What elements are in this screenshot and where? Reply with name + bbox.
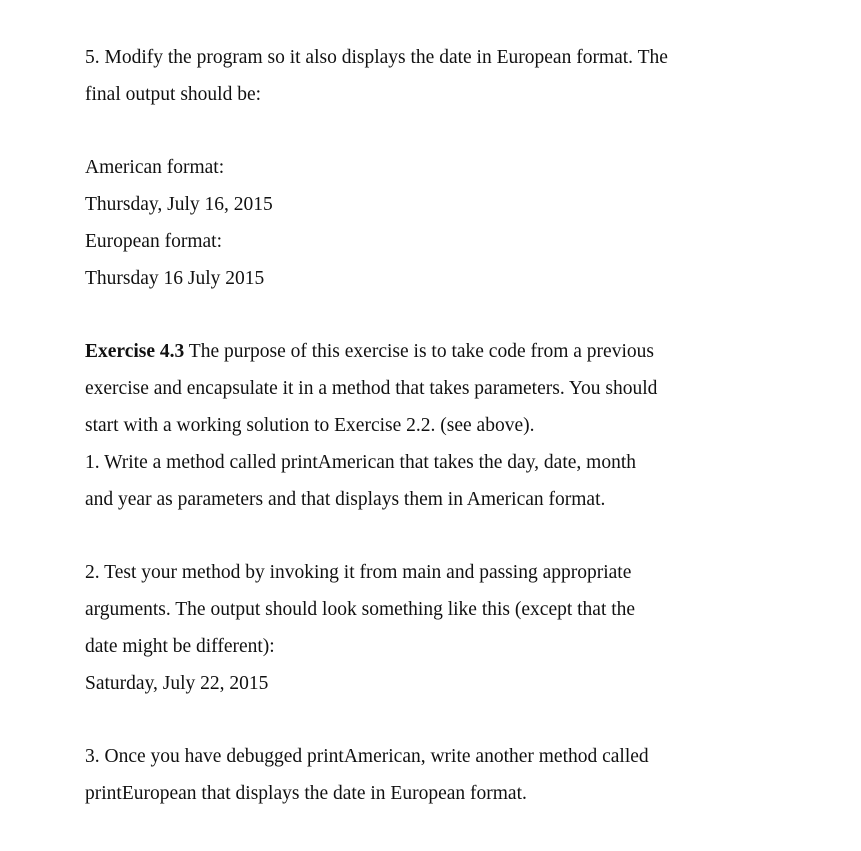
step5-line-1: 5. Modify the program so it also displays the date in European format. The xyxy=(85,47,668,68)
exercise-intro-line-1 xyxy=(85,334,825,371)
step3-line-2: printEuropean that displays the date in European format. xyxy=(85,782,527,804)
step2-line-2: arguments. The output should look something like this (except that the xyxy=(85,598,636,620)
step1-line-1: 1. Write a method called printAmerican that takes the day, date, month xyxy=(85,451,636,473)
step2-sample-output: Saturday, July 22, 2015 xyxy=(85,672,269,694)
step2-line-1: 2. Test your method by invoking it from main and passing appropriate xyxy=(85,562,632,584)
step2-line-3: date might be different): xyxy=(85,635,275,657)
step5-line-2: final output should be: xyxy=(85,83,262,105)
european-format-label: European format: xyxy=(85,230,222,252)
paragraph-gap xyxy=(85,518,825,555)
paragraph-gap xyxy=(85,298,825,335)
document-page xyxy=(85,40,825,813)
step3-line-1: 3. Once you have debugged printAmerican, write another method called xyxy=(85,746,649,768)
paragraph-gap xyxy=(85,702,825,739)
american-format-label: American format: xyxy=(85,157,225,179)
exercise-intro-text: The purpose of this exercise is to take code from a previous xyxy=(184,341,654,363)
step1-line-2: and year as parameters and that displays them in American format. xyxy=(85,488,606,510)
exercise-heading: Exercise 4.3 xyxy=(85,341,185,363)
american-format-value: Thursday, July 16, 2015 xyxy=(85,194,273,216)
paragraph-gap xyxy=(85,114,825,151)
european-format-value: Thursday 16 July 2015 xyxy=(85,267,265,289)
exercise-intro-line-3: start with a working solution to Exercise 2.2. (see above). xyxy=(85,414,535,436)
exercise-intro-line-2: exercise and encapsulate it in a method that takes parameters. You should xyxy=(85,378,658,400)
